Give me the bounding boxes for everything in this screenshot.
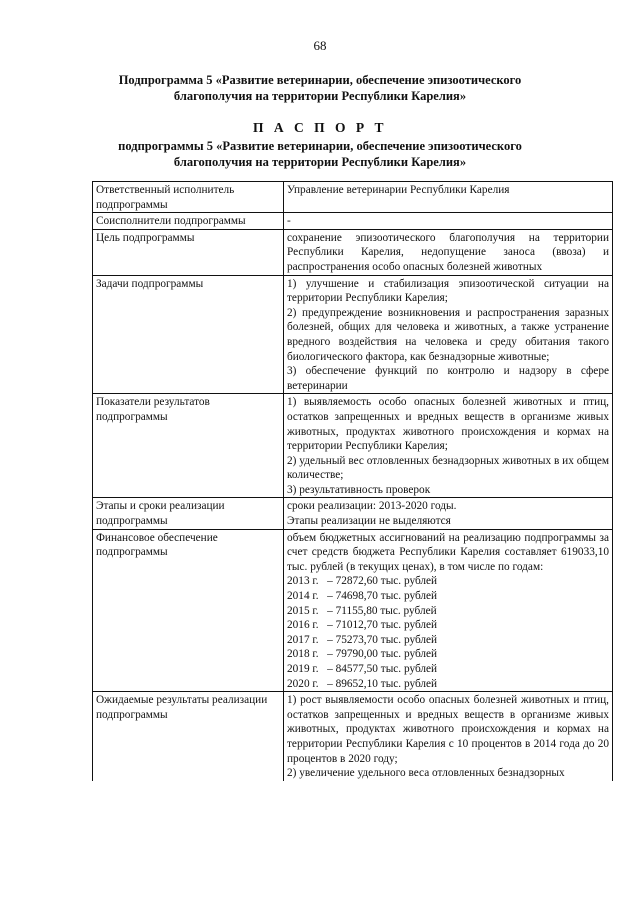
year-funding-line — [287, 618, 609, 633]
value-line: объем бюджетных ассигнований на реализацию подпрограммы за счет средств бюджета Республики Карелия составляет 619033,10 тыс. рублей (в текущих ценах), в том числе по годам: — [287, 531, 609, 573]
funding-amount: – 75273,70 тыс. рублей — [327, 633, 438, 646]
row-label: Ожидаемые результаты реализации подпрограммы — [93, 692, 284, 781]
year-funding-line — [287, 633, 609, 648]
value-line: сохранение эпизоотического благополучия на территории Республики Карелия, недопущение заноса (ввоза) и распространения особо опасных болезней животных — [287, 231, 609, 273]
funding-amount: – 84577,50 тыс. рублей — [327, 663, 438, 675]
value-line: 1) выявляемость особо опасных болезней животных и птиц, остатков запрещенных и вредных веществ в организме живых животных, продуктах животного происхождения и кормах на территории Республики Карелия; — [287, 396, 609, 453]
year-funding-line — [287, 677, 609, 692]
row-value — [284, 394, 613, 498]
row-value — [284, 498, 613, 529]
table-row — [93, 213, 613, 230]
value-line: Управление ветеринарии Республики Карелия — [287, 184, 510, 196]
row-label: Соисполнители подпрограммы — [93, 213, 284, 230]
row-label: Этапы и сроки реализации подпрограммы — [93, 498, 284, 529]
funding-year: 2020 г. — [287, 677, 319, 690]
value-line: 3) результативность проверок — [287, 483, 431, 496]
funding-year: 2018 г. — [287, 648, 319, 661]
value-line: 3) обеспечение функций по контролю и надзору в сфере ветеринарии — [287, 365, 609, 392]
value-line: сроки реализации: 2013-2020 годы. — [287, 500, 457, 513]
funding-amount: – 71012,70 тыс. рублей — [327, 619, 438, 632]
funding-year: 2016 г. — [287, 619, 319, 632]
row-value — [284, 182, 613, 213]
value-line: - — [287, 215, 291, 228]
year-funding-line — [287, 647, 609, 662]
value-line: Этапы реализации не выделяются — [287, 515, 451, 528]
year-funding-line — [287, 604, 609, 619]
table-row — [93, 498, 613, 529]
table-row — [93, 275, 613, 394]
year-funding-line — [287, 574, 609, 589]
passport-subtitle — [60, 138, 580, 170]
funding-year: 2014 г. — [287, 590, 319, 603]
table-row — [93, 692, 613, 781]
passport-heading: П А С П О Р Т — [252, 120, 387, 135]
funding-amount: – 72872,60 тыс. рублей — [327, 575, 438, 588]
subtitle-line: подпрограммы 5 «Развитие ветеринарии, обеспечение эпизоотического — [118, 139, 522, 153]
value-line: 2) увеличение удельного веса отловленных безнадзорных — [287, 767, 565, 780]
value-line: 2) удельный вес отловленных безнадзорных животных в их общем количестве; — [287, 454, 609, 482]
row-value — [284, 275, 613, 394]
row-value — [284, 213, 613, 230]
title-line: благополучия на территории Республики Карелия» — [173, 89, 467, 103]
funding-amount: – 79790,00 тыс. рублей — [327, 648, 438, 661]
table-row — [93, 182, 613, 213]
table-row — [93, 529, 613, 692]
funding-year: 2019 г. — [287, 663, 319, 675]
funding-year: 2017 г. — [287, 633, 319, 646]
table-row — [93, 229, 613, 275]
page-number: 68 — [313, 38, 327, 53]
funding-amount: – 89652,10 тыс. рублей — [327, 677, 438, 690]
funding-year: 2015 г. — [287, 604, 319, 617]
subtitle-line: благополучия на территории Республики Карелия» — [173, 155, 467, 169]
row-label: Финансовое обеспечение подпрограммы — [93, 529, 284, 692]
row-value — [284, 692, 613, 781]
title-line: Подпрограмма 5 «Развитие ветеринарии, обеспечение эпизоотического — [118, 73, 522, 87]
row-label: Цель подпрограммы — [93, 229, 284, 275]
row-label: Задачи подпрограммы — [93, 275, 284, 394]
table-row — [93, 394, 613, 498]
year-funding-line — [287, 589, 609, 604]
value-line: 2) предупреждение возникновения и распространения заразных болезней, общих для человека и животных, а также устранение вредного воздействия на человека и среду обитания такого биологического фактора, как безнадзорные животные; — [287, 306, 609, 363]
value-line: 1) улучшение и стабилизация эпизоотической ситуации на территории Республики Карелия; — [287, 277, 609, 305]
row-value — [284, 229, 613, 275]
row-label: Показатели результатов подпрограммы — [93, 394, 284, 498]
funding-amount: – 74698,70 тыс. рублей — [327, 590, 438, 603]
passport-table — [92, 181, 613, 781]
row-label: Ответственный исполнитель подпрограммы — [93, 182, 284, 213]
row-value — [284, 529, 613, 692]
value-line: 1) рост выявляемости особо опасных болезней животных и птиц, остатков запрещенных и вредных веществ в организме живых животных, продуктах животного происхождения и кормах на территории Республики Карелия с 10 процентов в 2014 года до 20 процентов в 2020 году; — [287, 694, 609, 765]
subprogram-title — [60, 72, 580, 104]
year-funding-line — [287, 662, 609, 677]
funding-year: 2013 г. — [287, 575, 319, 588]
funding-amount: – 71155,80 тыс. рублей — [327, 604, 437, 617]
